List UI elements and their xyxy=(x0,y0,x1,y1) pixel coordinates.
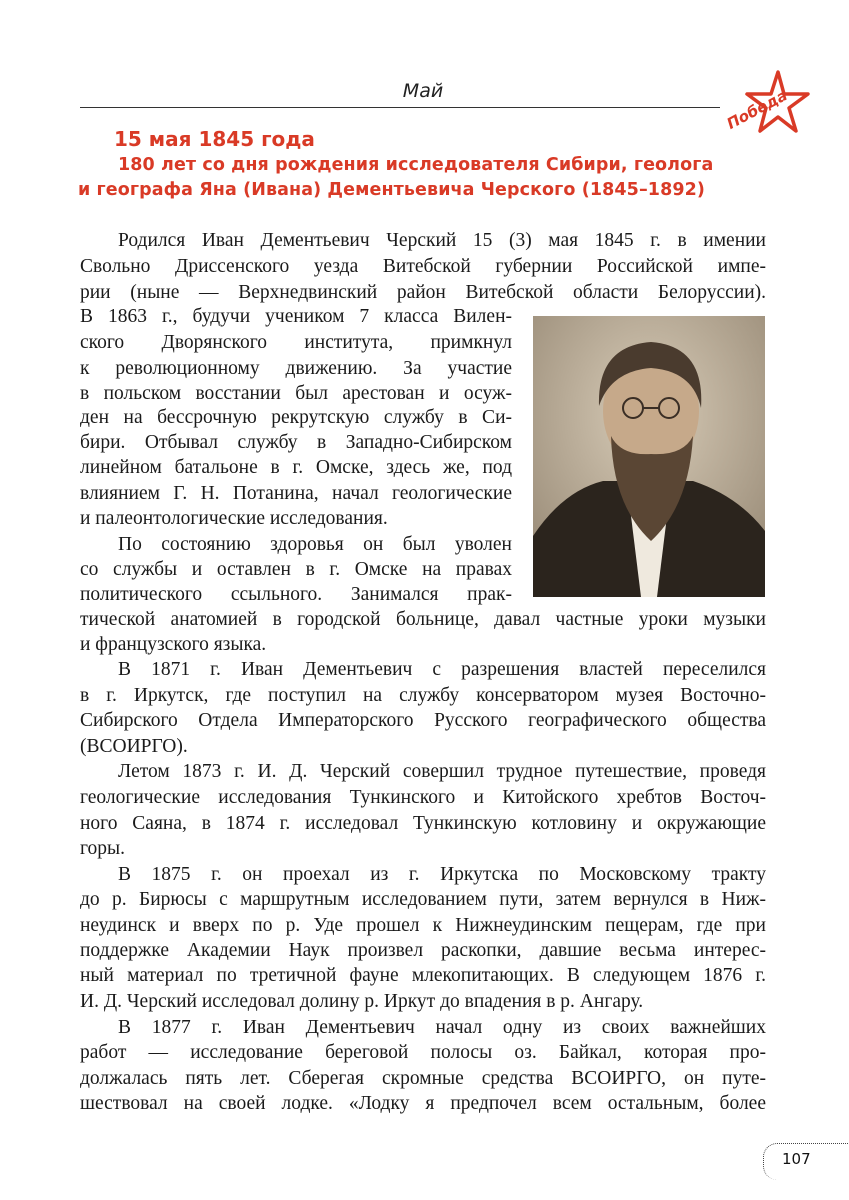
header-rule xyxy=(80,107,720,108)
text-line: В 1877 г. Иван Дементьевич начал одну из своих важнейших xyxy=(118,1017,766,1038)
text-line: тической анатомией в городской больнице, давал частные уроки музыки xyxy=(80,609,766,630)
text-line: и французского языка. xyxy=(80,634,267,655)
text-line: бири. Отбывал службу в Западно-Сибирском xyxy=(80,432,512,453)
text-line: в г. Иркутск, где поступил на службу консерватором музея Восточно- xyxy=(80,685,766,706)
heading-subtitle-line-2: и географа Яна (Ивана) Дементьевича Черского (1845–1892) xyxy=(78,180,705,200)
text-line: к революционному движению. За участие xyxy=(80,358,512,379)
text-line: политического ссыльного. Занимался прак- xyxy=(80,584,512,605)
text-line: со службы и оставлен в г. Омске на правах xyxy=(80,559,512,580)
logo-text: Победа xyxy=(723,86,791,133)
text-line: И. Д. Черский исследовал долину р. Иркут до впадения в р. Ангару. xyxy=(80,991,644,1012)
heading-subtitle-line-1: 180 лет со дня рождения исследователя Сибири, геолога xyxy=(118,155,714,175)
text-line: ского Дворянского института, примкнул xyxy=(80,332,512,353)
text-line: Родился Иван Дементьевич Черский 15 (3) мая 1845 г. в имении xyxy=(118,230,766,251)
text-line: поддержке Академии Наук произвел раскопки, давшие весьма интерес- xyxy=(80,940,766,961)
text-line: Свольно Дриссенского уезда Витебской губернии Российской импе- xyxy=(80,256,766,277)
text-line: (ВСОИРГО). xyxy=(80,736,188,757)
text-line: до р. Бирюсы с маршрутным исследованием пути, затем вернулся в Ниж- xyxy=(80,889,766,910)
text-line: геологические исследования Тункинского и Китойского хребтов Восточ- xyxy=(80,787,766,808)
text-line: Сибирского Отдела Императорского Русского географического общества xyxy=(80,710,766,731)
text-line: ден на бессрочную рекрутскую службу в Си- xyxy=(80,407,512,428)
text-line: работ — исследование береговой полосы оз. Байкал, которая про- xyxy=(80,1042,766,1063)
text-line: должалась пять лет. Сберегая скромные средства ВСОИРГО, он путе- xyxy=(80,1068,766,1089)
text-line: влиянием Г. Н. Потанина, начал геологические xyxy=(80,483,512,504)
text-line: линейном батальоне в г. Омске, здесь же, под xyxy=(80,457,512,478)
text-line: Летом 1873 г. И. Д. Черский совершил трудное путешествие, проведя xyxy=(118,761,766,782)
article-heading xyxy=(78,126,778,202)
text-line: неудинск и вверх по р. Уде прошел к Нижнеудинским пещерам, где при xyxy=(80,915,766,936)
text-line: ный материал по третичной фауне млекопитающих. В следующем 1876 г. xyxy=(80,965,766,986)
text-line: и палеонтологические исследования. xyxy=(80,508,388,529)
text-line: По состоянию здоровья он был уволен xyxy=(118,534,512,555)
text-line: В 1871 г. Иван Дементьевич с разрешения властей переселился xyxy=(118,659,766,680)
heading-date: 15 мая 1845 года xyxy=(114,127,315,151)
text-line: горы. xyxy=(80,838,125,859)
text-line: В 1863 г., будучи учеником 7 класса Вилен- xyxy=(80,306,512,327)
text-line: ного Саяна, в 1874 г. исследовал Тункинскую котловину и окружающие xyxy=(80,813,766,834)
text-line: В 1875 г. он проехал из г. Иркутска по Московскому тракту xyxy=(118,864,766,885)
text-line: рии (ныне — Верхнедвинский район Витебской области Белоруссии). xyxy=(80,282,766,303)
header-month: Май xyxy=(402,80,444,102)
text-line: в польском восстании был арестован и осуж- xyxy=(80,383,512,404)
page-number: 107 xyxy=(782,1150,811,1168)
text-line: шествовал на своей лодке. «Лодку я предпочел всем остальным, более xyxy=(80,1093,766,1114)
portrait-photo xyxy=(533,316,765,597)
